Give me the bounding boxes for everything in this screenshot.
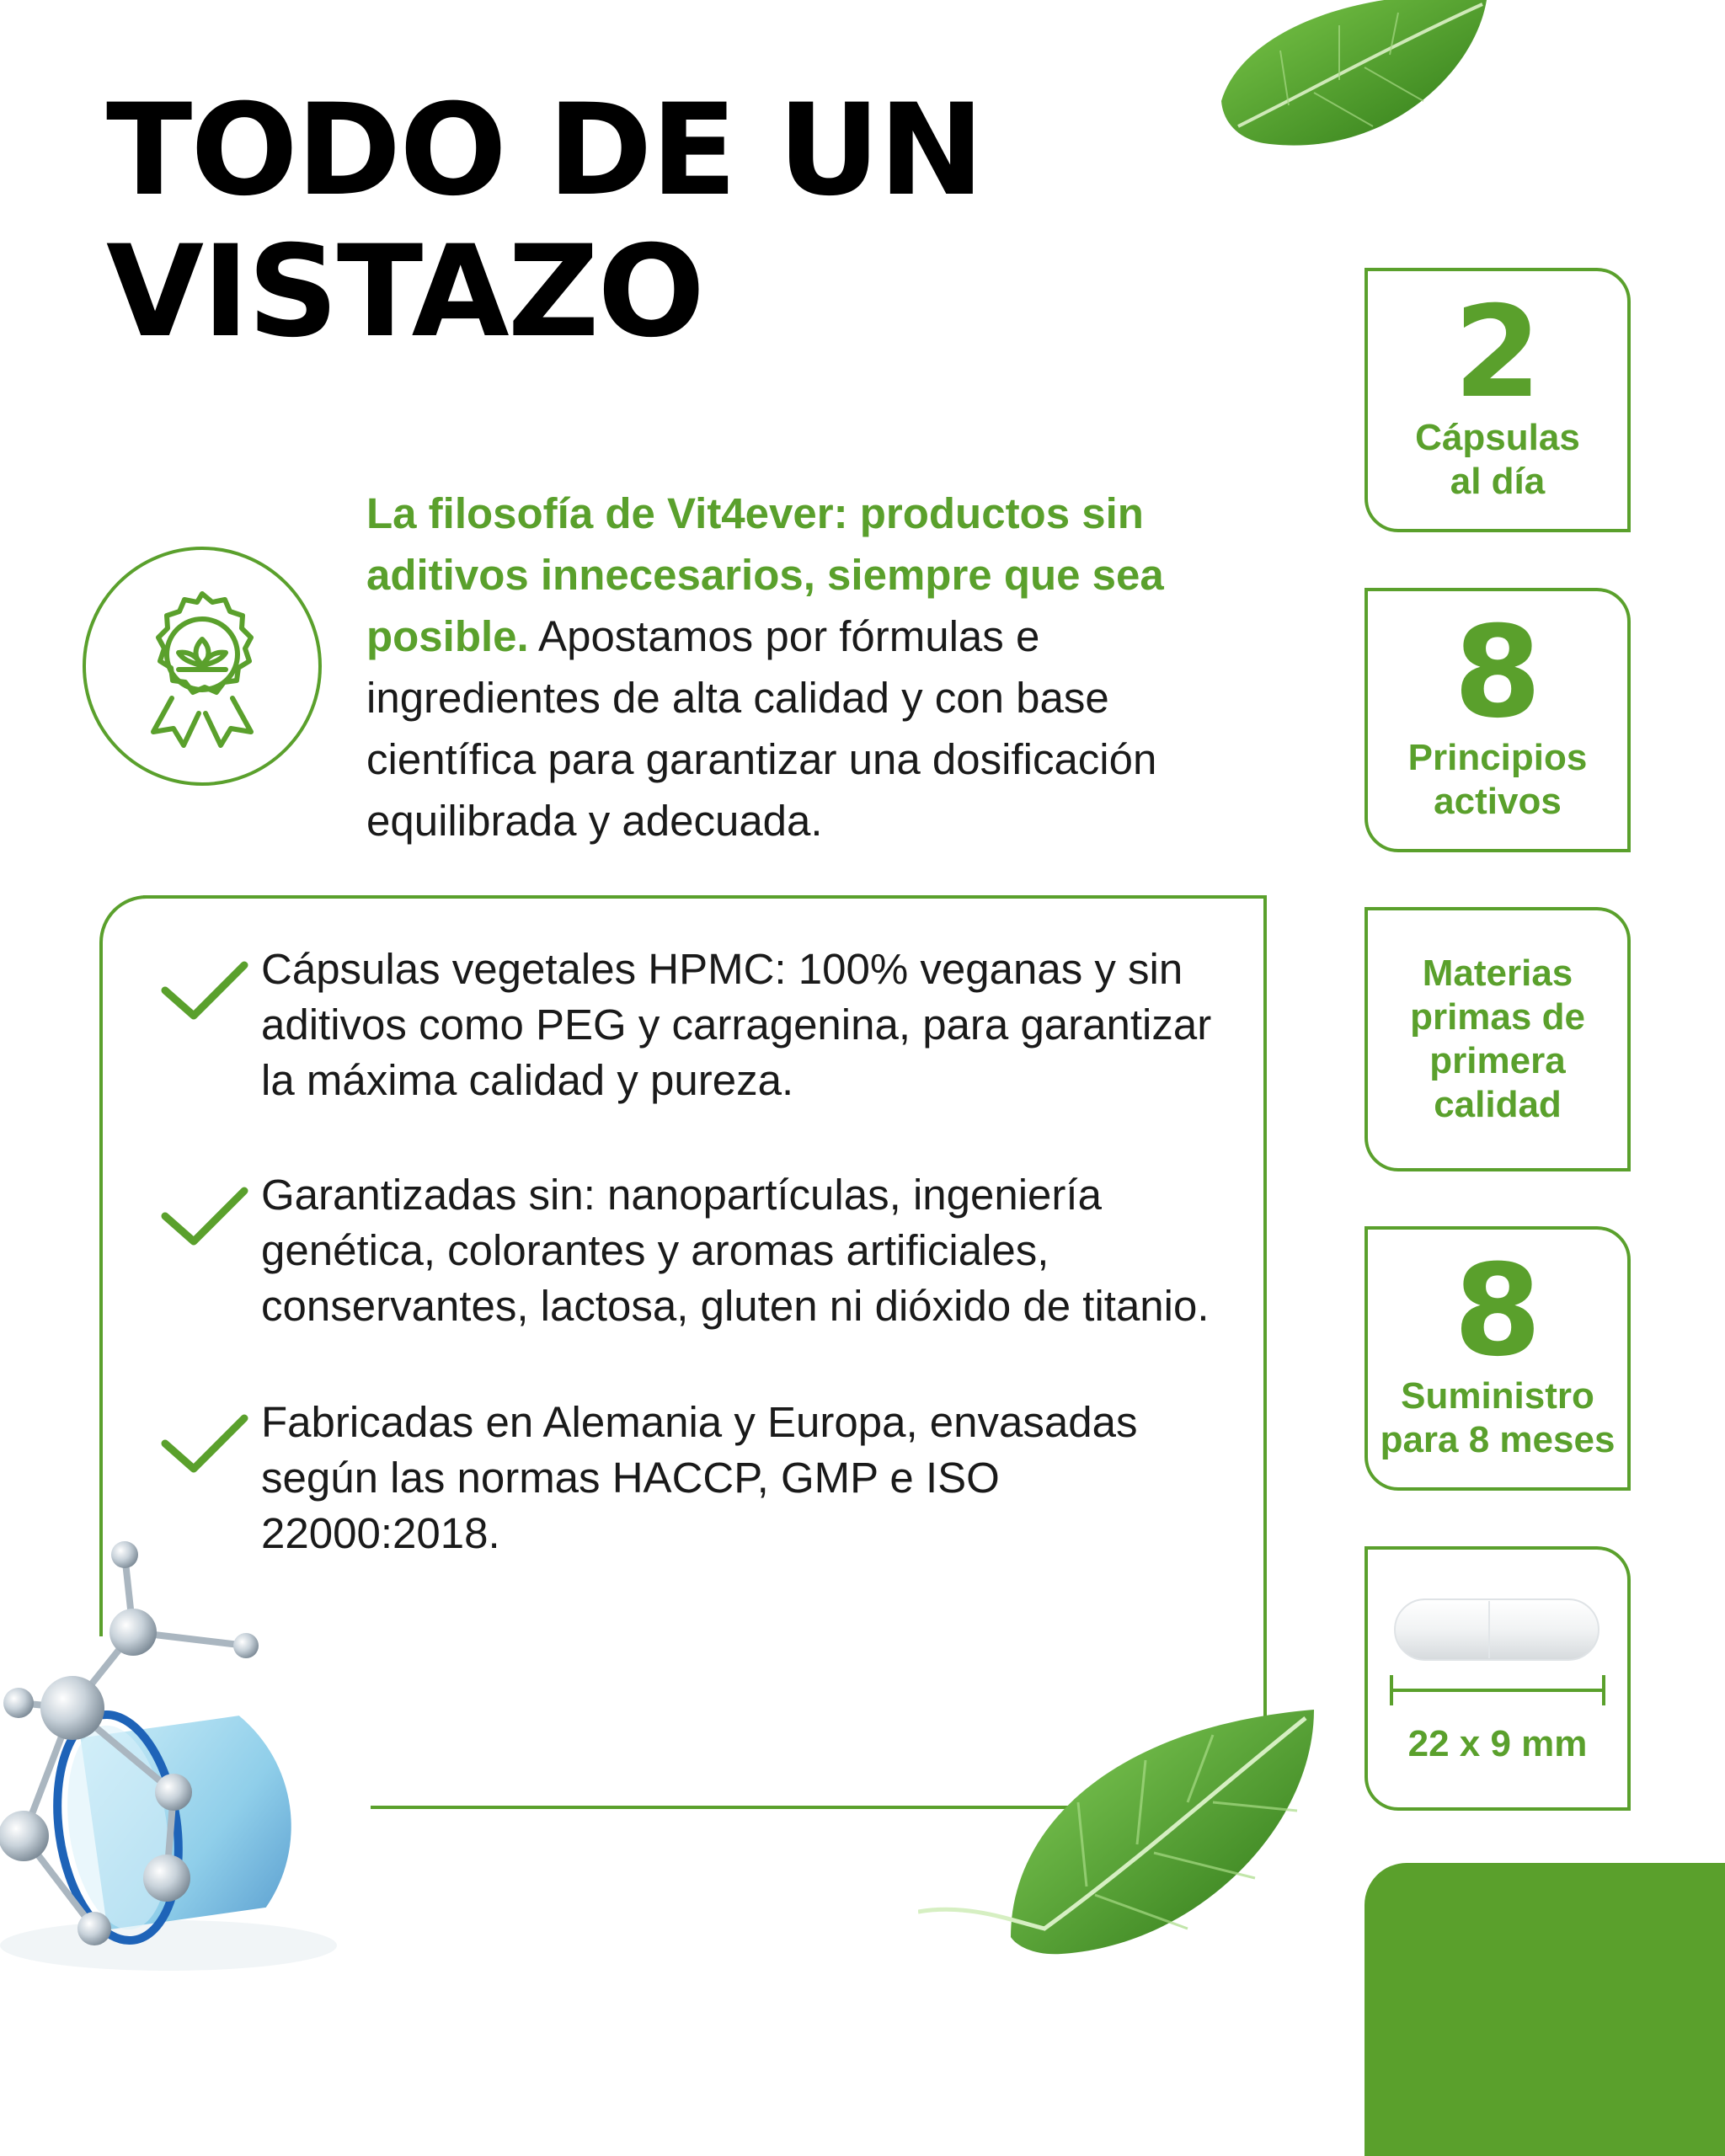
checkmark-icon — [160, 958, 251, 1026]
intro-highlight: La filosofía de Vit4ever: productos sin aditivos innecesarios, siempre que sea posible. — [366, 489, 1164, 660]
feature-item — [160, 942, 1221, 1108]
feature-text: Garantizadas sin: nanopartículas, ingeniería genética, colorantes y aromas artificiales, conservantes, lactosa, gluten ni dióxido de titanio. — [261, 1171, 1210, 1330]
stat-label-line: al día — [1450, 461, 1546, 502]
stat-label — [1415, 416, 1580, 504]
quality-badge-icon — [81, 545, 323, 787]
capsule-icon — [1388, 1591, 1607, 1717]
intro-body: Apostamos por fórmulas e ingredientes de alta calidad y con base científica para garantizar una dosificación equilibrada y adecuada. — [366, 612, 1157, 845]
capsule-size-label: 22 x 9 mm — [1407, 1723, 1588, 1764]
stat-label-line: primera — [1429, 1040, 1566, 1081]
page-title-line-1: TODO DE UN — [106, 77, 983, 224]
stat-number: 8 — [1453, 600, 1542, 746]
stat-supply-duration — [1365, 1226, 1631, 1491]
stat-capsule-size — [1365, 1546, 1631, 1811]
capsule-molecule-image — [0, 1524, 404, 1996]
feature-item — [160, 1167, 1221, 1334]
stat-label-line: primas de — [1410, 996, 1585, 1038]
checkmark-icon — [160, 1184, 251, 1251]
stat-label-line: Suministro — [1401, 1375, 1594, 1417]
feature-text: Cápsulas vegetales HPMC: 100% veganas y sin aditivos como PEG y carragenina, para garantizar la máxima calidad y pureza. — [261, 945, 1212, 1104]
green-corner-block — [1365, 1863, 1725, 2156]
stat-label — [1410, 952, 1585, 1127]
page-title-line-2: VISTAZO — [106, 219, 703, 366]
stat-label — [1381, 1374, 1616, 1462]
stat-active-ingredients — [1365, 588, 1631, 852]
stat-number: 2 — [1453, 280, 1542, 426]
intro-paragraph — [366, 483, 1276, 851]
feature-box-top-border — [143, 895, 1267, 899]
stat-label-line: para 8 meses — [1380, 1419, 1616, 1460]
feature-text: Fabricadas en Alemania y Europa, envasadas según las normas HACCP, GMP e ISO 22000:2018. — [261, 1398, 1138, 1557]
stat-label — [1408, 736, 1588, 824]
stat-capsules-per-day — [1365, 268, 1631, 532]
feature-box-right-border — [1263, 895, 1267, 1809]
stat-label-line: calidad — [1434, 1084, 1562, 1125]
stat-label-line: Materias — [1422, 953, 1573, 994]
leaf-bottom-image — [918, 1693, 1322, 1962]
stat-number: 8 — [1453, 1238, 1542, 1385]
stat-label-line: activos — [1434, 781, 1562, 822]
stat-label-line: Principios — [1407, 737, 1588, 778]
page-title — [106, 77, 1033, 366]
stat-label-line: Cápsulas — [1415, 417, 1580, 458]
stat-raw-materials — [1365, 907, 1631, 1171]
checkmark-icon — [160, 1412, 251, 1479]
leaf-top-image — [1213, 0, 1491, 156]
